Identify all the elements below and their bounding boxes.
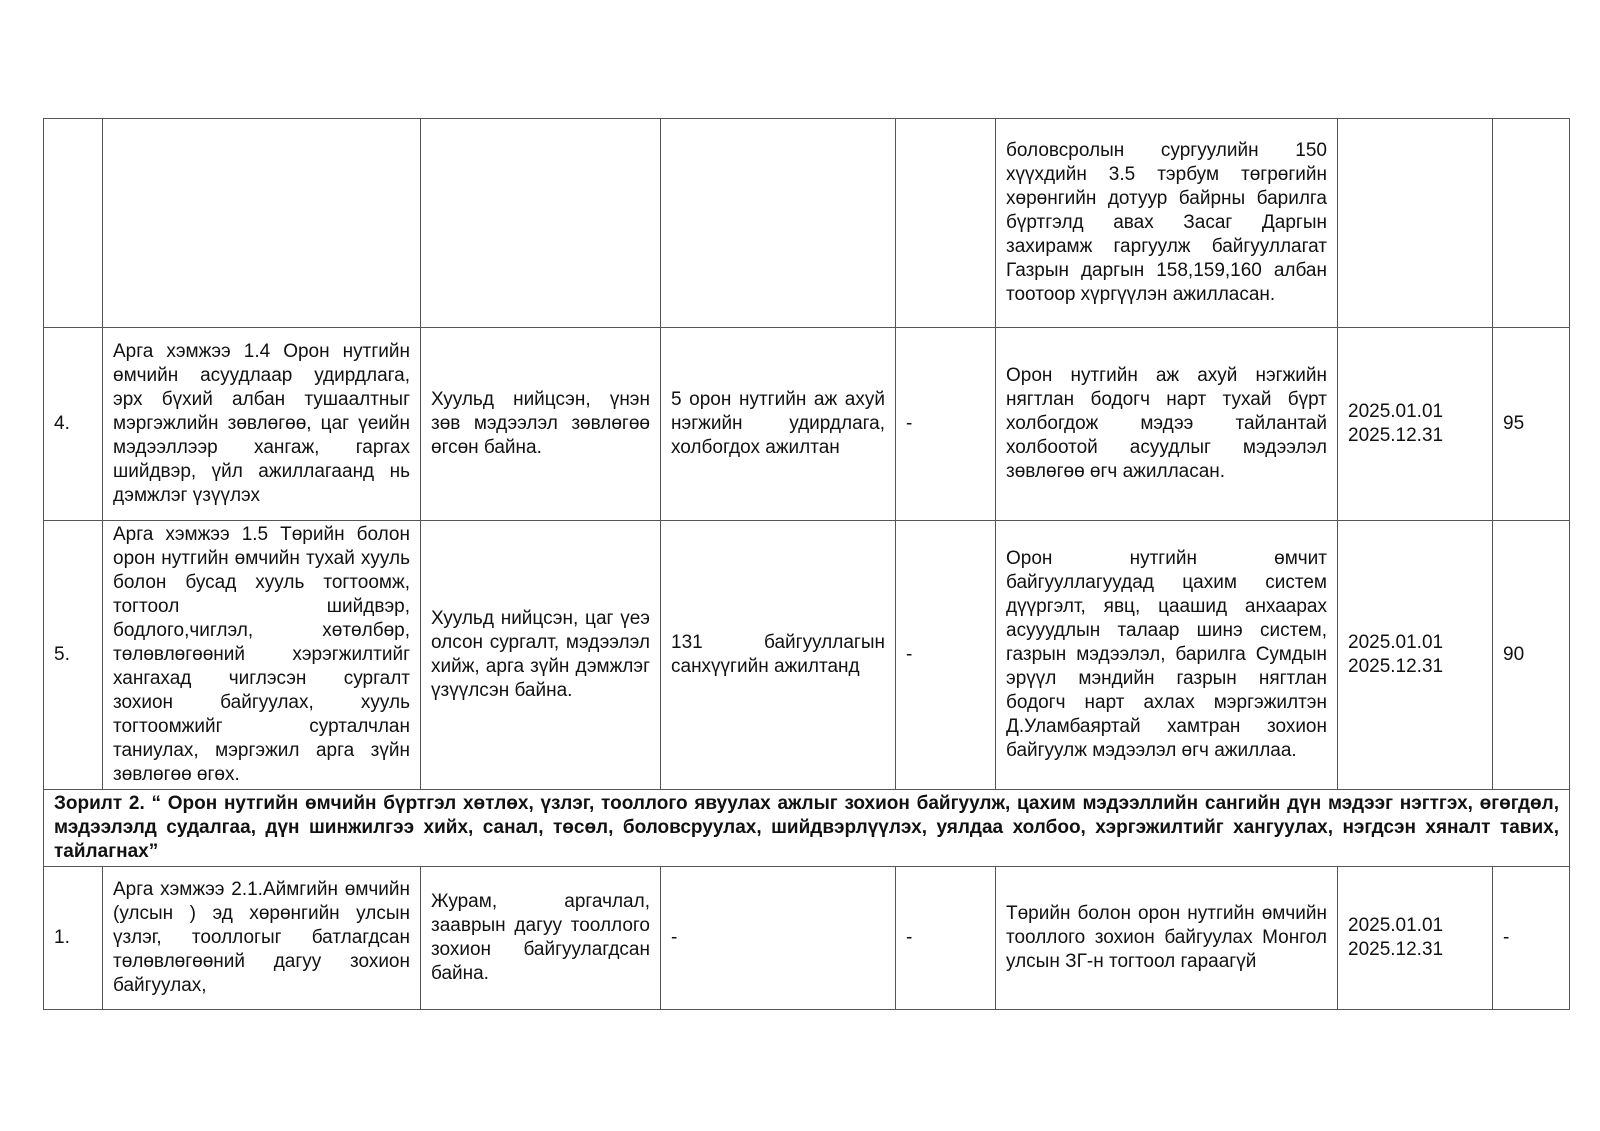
- target-cell: 131 байгууллагын санхүүгийн ажилтанд: [661, 521, 896, 790]
- row-number: 1.: [44, 867, 103, 1010]
- table-row: [44, 867, 1570, 1010]
- row-number: [44, 119, 103, 328]
- progress-cell: Төрийн болон орон нутгийн өмчийн тооллого зохион байгуулах Монгол улсын ЗГ-н тогтоол гараагүй: [996, 867, 1338, 1010]
- date-cell: [1338, 867, 1493, 1010]
- goal-heading: Зорилт 2. “ Орон нутгийн өмчийн бүртгэл хөтлөх, үзлэг, тооллого явуулах ажлыг зохион байгуулж, цахим мэдээллийн сангийн дүн мэдээг нэгтгэх, өгөгдөл, мэдээлэлд судалгаа, дүн шинжилгээ хийх, санал, төсөл, боловсруулах, шийдвэрлүүлэх, уялдаа холбоо, хэргэжилтийг хангуулах, нэгдсэн хяналт тавих, тайлагнах”: [44, 790, 1570, 867]
- measure-cell: [103, 119, 421, 328]
- budget-cell: -: [896, 521, 996, 790]
- date-cell: [1338, 521, 1493, 790]
- row-number: 4.: [44, 328, 103, 521]
- date-start: 2025.01.01: [1348, 915, 1444, 936]
- result-cell: Хуульд нийцсэн, цаг үеэ олсон сургалт, мэдээлэл хийж, арга зүйн дэмжлэг үзүүлсэн байна.: [421, 521, 661, 790]
- score-cell: -: [1493, 867, 1570, 1010]
- row-number: 5.: [44, 521, 103, 790]
- score-cell: 90: [1493, 521, 1570, 790]
- measure-cell: Арга хэмжээ 1.5 Төрийн болон орон нутгийн өмчийн тухай хууль болон бусад хууль тогтоомж, тогтоол шийдвэр, бодлого,чиглэл, хөтөлбөр, төлөвлөгөөний хэрэгжилтийг хангахад чиглэсэн сургалт зохион байгуулах, хууль тогтоомжийг сурталчлан таниулах, мэргэжил арга зүйн зөвлөгөө өгөх.: [103, 521, 421, 790]
- date-cell: [1338, 119, 1493, 328]
- table-row: [44, 119, 1570, 328]
- budget-cell: -: [896, 867, 996, 1010]
- progress-cell: боловсролын сургуулийн 150 хүүхдийн 3.5 тэрбум төгрөгийн хөрөнгийн дотуур байрны барилга бүртгэлд авах Засаг Даргын захирамж гаргуулж байгууллагат Газрын даргын 158,159,160 албан тоотоор хүргүүлэн ажилласан.: [996, 119, 1338, 328]
- target-cell: [661, 119, 896, 328]
- activity-report-table: [43, 118, 1570, 1010]
- table-row: [44, 521, 1570, 790]
- result-cell: Журам, аргачлал, зааврын дагуу тооллого зохион байгуулагдсан байна.: [421, 867, 661, 1010]
- score-cell: [1493, 119, 1570, 328]
- date-end: 2025.12.31: [1348, 939, 1444, 960]
- date-end: 2025.12.31: [1348, 425, 1444, 446]
- budget-cell: [896, 119, 996, 328]
- table-row: [44, 328, 1570, 521]
- result-cell: [421, 119, 661, 328]
- date-cell: [1338, 328, 1493, 521]
- goal-row: [44, 790, 1570, 867]
- date-start: 2025.01.01: [1348, 401, 1444, 422]
- budget-cell: -: [896, 328, 996, 521]
- result-cell: Хуульд нийцсэн, үнэн зөв мэдээлэл зөвлөгөө өгсөн байна.: [421, 328, 661, 521]
- target-cell: -: [661, 867, 896, 1010]
- progress-cell: Орон нутгийн аж ахуй нэгжийн нягтлан бодогч нарт тухай бүрт холбогдож мэдээ тайлантай холбоотой асуудлыг мэдээлэл зөвлөгөө өгч ажилласан.: [996, 328, 1338, 521]
- date-start: 2025.01.01: [1348, 632, 1444, 653]
- measure-cell: Арга хэмжээ 1.4 Орон нутгийн өмчийн асуудлаар удирдлага, эрх бүхий албан тушаалтныг мэргэжлийн зөвлөгөө, цаг үеийн мэдээллээр хангаж, гаргах шийдвэр, үйл ажиллагаанд нь дэмжлэг үзүүлэх: [103, 328, 421, 521]
- target-cell: 5 орон нутгийн аж ахуй нэгжийн удирдлага, холбогдох ажилтан: [661, 328, 896, 521]
- score-cell: 95: [1493, 328, 1570, 521]
- date-end: 2025.12.31: [1348, 656, 1444, 677]
- progress-cell: Орон нутгийн өмчит байгууллагуудад цахим систем дүүргэлт, явц, цаашид анхаарах асууудлын талаар шинэ систем, газрын мэдээлэл, барилга Сумдын эрүүл мэндийн газрын нягтлан бодогч нарт ахлах мэргэжилтэн Д.Уламбаяртай хамтран зохион байгуулж мэдээлэл өгч ажиллаа.: [996, 521, 1338, 790]
- measure-cell: Арга хэмжээ 2.1.Аймгийн өмчийн (улсын ) эд хөрөнгийн улсын үзлэг, тооллогыг батлагдсан төлөвлөгөөний дагуу зохион байгуулах,: [103, 867, 421, 1010]
